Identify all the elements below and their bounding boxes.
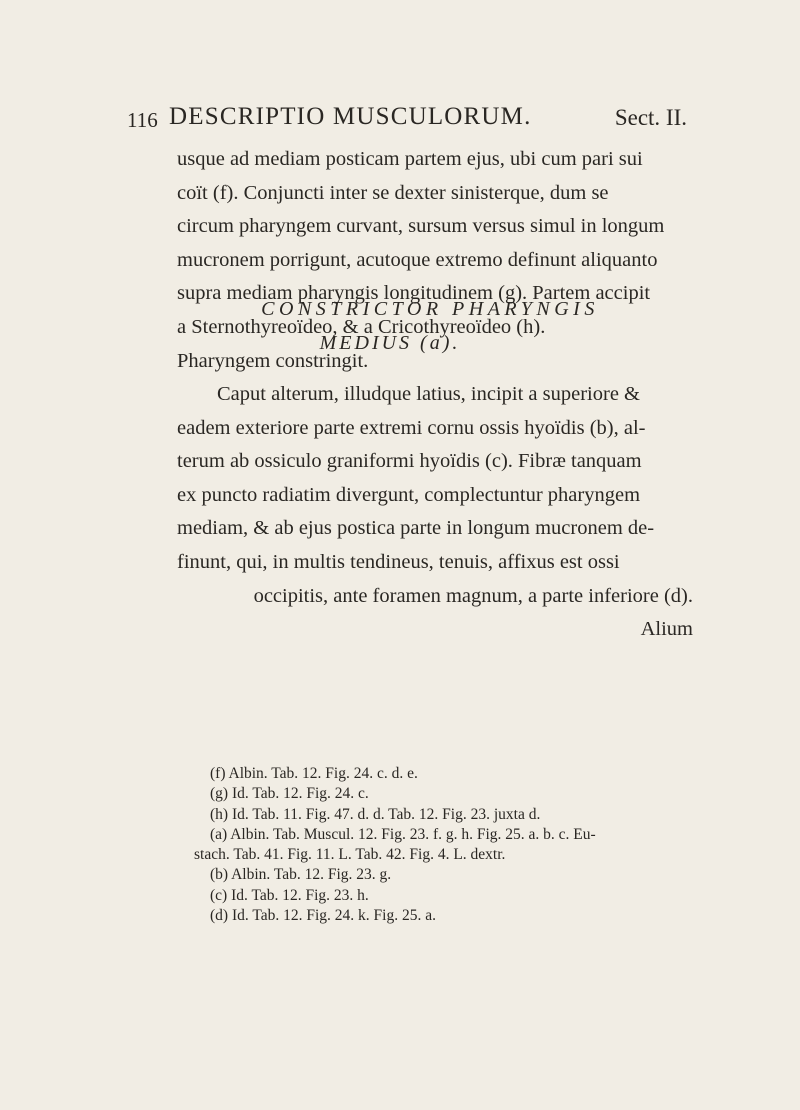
- text-line: supra mediam pharyngis longitudinem (g). Partem accipit: [177, 282, 651, 305]
- footnotes: [194, 764, 710, 926]
- text-line: coït (f). Conjuncti inter se dexter sinisterque, dum se: [177, 181, 609, 204]
- page-number: 116: [127, 108, 158, 132]
- footnote-continuation: stach. Tab. 41. Fig. 11. L. Tab. 42. Fig. 4. L. dextr.: [194, 846, 506, 864]
- text-line: occipitis, ante foramen magnum, a parte inferiore (d).: [253, 584, 693, 607]
- footnote: (f) Albin. Tab. 12. Fig. 24. c. d. e.: [210, 765, 418, 782]
- footnote: (g) Id. Tab. 12. Fig. 24. c.: [210, 785, 369, 803]
- section-label: Sect. II.: [614, 105, 687, 130]
- footnote: (d) Id. Tab. 12. Fig. 24. k. Fig. 25. a.: [210, 907, 436, 925]
- running-header: [127, 100, 687, 140]
- footnote: (c) Id. Tab. 12. Fig. 23. h.: [210, 886, 369, 904]
- footnote: (a) Albin. Tab. Muscul. 12. Fig. 23. f. g. h. Fig. 25. a. b. c. Eu-: [210, 825, 596, 843]
- text-line: usque ad mediam posticam partem ejus, ubi cum pari sui: [177, 148, 643, 170]
- running-title: DESCRIPTIO MUSCULORUM.: [169, 103, 532, 130]
- text-line: ex puncto radiatim divergunt, complectuntur pharyngem: [177, 483, 641, 506]
- catchword: Alium: [640, 618, 693, 641]
- footnote: (h) Id. Tab. 11. Fig. 47. d. d. Tab. 12. Fig. 23. juxta d.: [210, 805, 541, 823]
- text-line: circum pharyngem curvant, sursum versus simul in longum: [177, 215, 665, 238]
- text-line: a Sternothyreoïdeo, & a Cricothyreoïdeo (h).: [177, 315, 546, 338]
- text-line: mediam, & ab ejus postica parte in longum mucronem de-: [177, 517, 655, 540]
- text-line: Caput alterum, illudque latius, incipit a superiore &: [217, 383, 641, 405]
- paragraph-2: [177, 378, 695, 647]
- text-line: finunt, qui, in multis tendineus, tenuis, affixus est ossi: [177, 550, 620, 573]
- muscle-subheading: MEDIUS (a).: [319, 332, 461, 354]
- footnote: (b) Albin. Tab. 12. Fig. 23. g.: [210, 866, 392, 884]
- muscle-heading: CONSTRICTOR PHARYNGIS: [261, 298, 599, 320]
- text-line: eadem exteriore parte extremi cornu ossis hyoïdis (b), al-: [177, 416, 646, 439]
- text-line: Pharyngem constringit.: [177, 349, 369, 372]
- text-line: mucronem porrigunt, acutoque extremo definunt aliquanto: [177, 248, 658, 271]
- text-line: terum ab ossiculo graniformi hyoïdis (c). Fibræ tanquam: [177, 450, 642, 473]
